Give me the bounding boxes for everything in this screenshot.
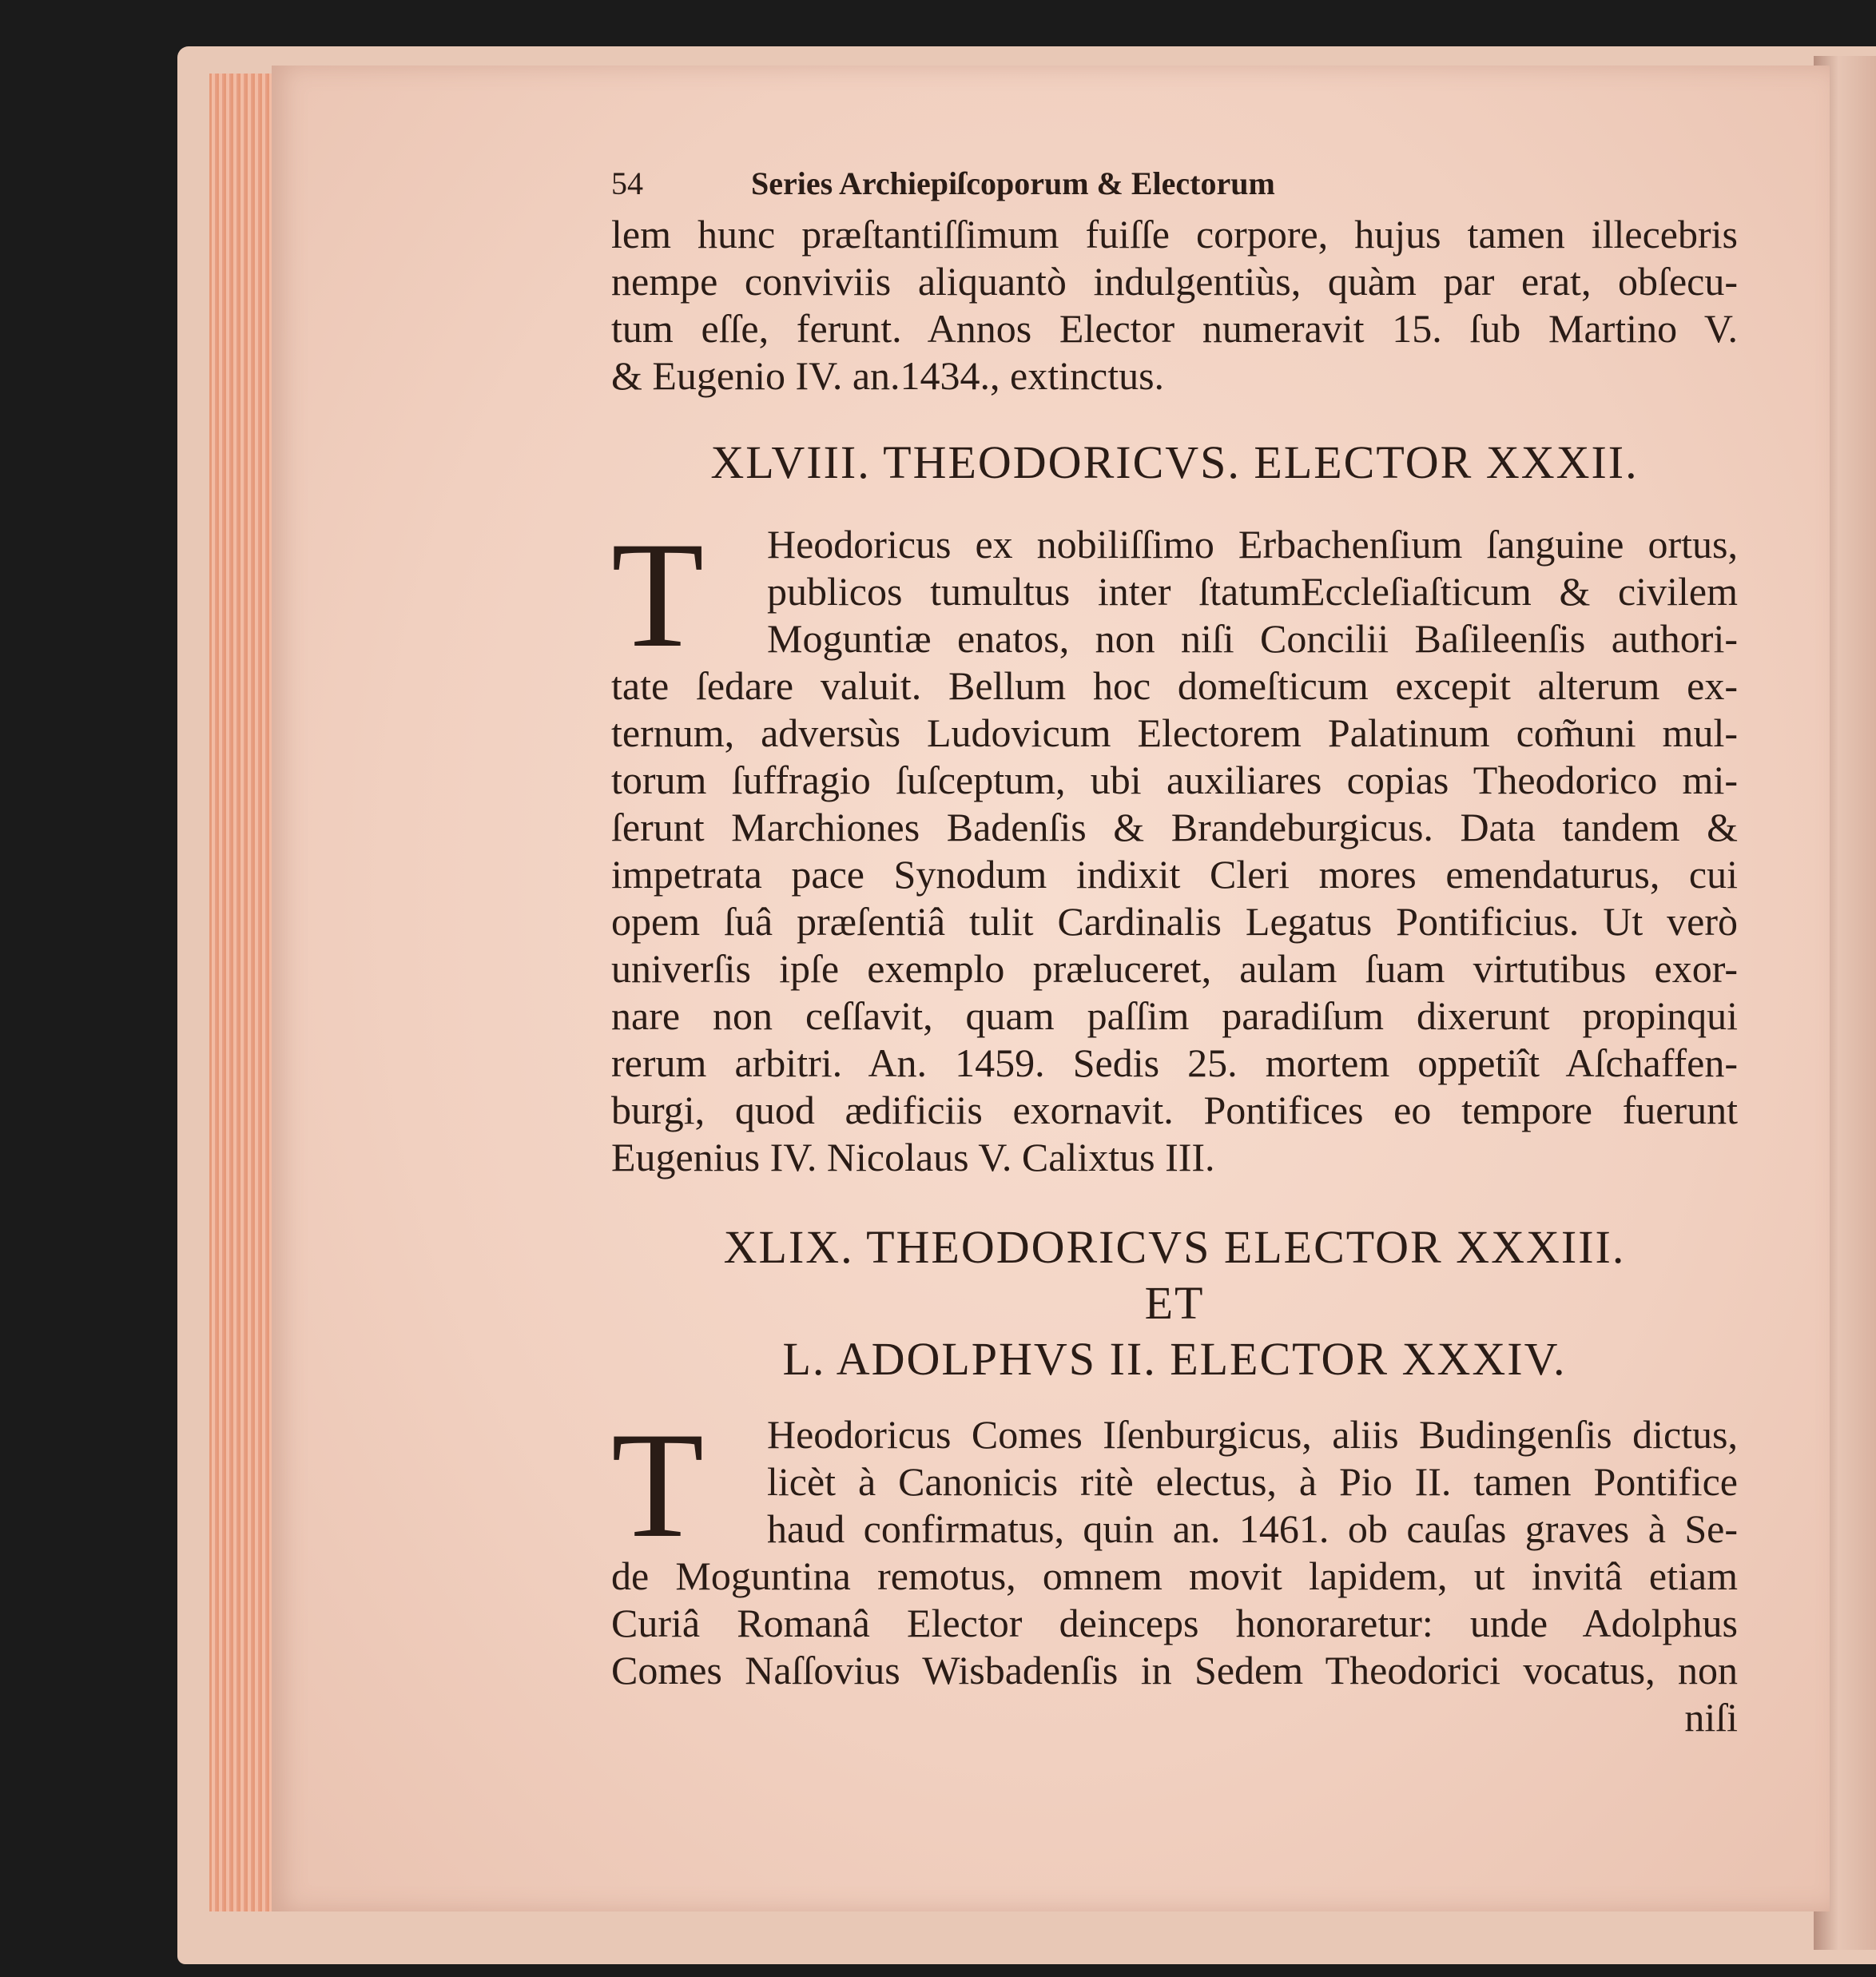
text-line: nempe conviviis aliquantò indulgentiùs, quàm par erat, obſecu- <box>611 259 1738 304</box>
text-line: haud confirmatus, quin an. 1461. ob cauſas graves à Se- <box>767 1506 1738 1551</box>
text-line: univerſis ipſe exemplo præluceret, aulam ſuam virtutibus exor- <box>611 946 1738 991</box>
section-heading: L. ADOLPHVS II. ELECTOR XXXIV. <box>782 1333 1567 1385</box>
section-heading: XLIX. THEODORICVS ELECTOR XXXIII. <box>723 1221 1626 1273</box>
text-line: Comes Naſſovius Wisbadenſis in Sedem Theodorici vocatus, non <box>611 1648 1738 1693</box>
section-heading: XLVIII. THEODORICVS. ELECTOR XXXII. <box>710 436 1639 488</box>
text-line: opem ſuâ præſentiâ tulit Cardinalis Legatus Pontificius. Ut verò <box>611 899 1738 944</box>
text-line: tate ſedare valuit. Bellum hoc domeſticum excepit alterum ex- <box>611 663 1738 708</box>
running-head-title: Series Archiepiſcoporum & Electorum <box>751 165 1275 201</box>
text-line: lem hunc præſtantiſſimum fuiſſe corpore, hujus tamen illecebris <box>611 212 1738 257</box>
text-line: ſerunt Marchiones Badenſis & Brandeburgicus. Data tandem & <box>611 805 1738 849</box>
text-line: & Eugenio IV. an.1434., extinctus. <box>611 353 1165 398</box>
drop-cap: T <box>611 511 705 679</box>
text-line: tum eſſe, ferunt. Annos Elector numeravit 15. ſub Martino V. <box>611 306 1738 351</box>
running-head <box>611 160 1738 211</box>
section-heading-conjunction: ET <box>1144 1277 1205 1329</box>
page-edges <box>209 74 281 1911</box>
catchword: niſi <box>1684 1695 1738 1740</box>
text-line: rerum arbitri. An. 1459. Sedis 25. mortem oppetiît Aſchaffen- <box>611 1040 1738 1085</box>
section2-heading-block <box>611 1219 1738 1387</box>
drop-cap: T <box>611 1402 705 1569</box>
text-line: Curiâ Romanâ Elector deinceps honoraretur: unde Adolphus <box>611 1601 1738 1645</box>
text-line: ternum, adversùs Ludovicum Electorem Palatinum com̃uni mul- <box>611 710 1738 755</box>
text-line: Eugenius IV. Nicolaus V. Calixtus III. <box>611 1135 1215 1179</box>
text-line: de Moguntina remotus, omnem movit lapidem, ut invitâ etiam <box>611 1553 1738 1598</box>
page-number: 54 <box>611 165 643 201</box>
section1-paragraph <box>611 511 1738 1181</box>
text-line: Heodoricus ex nobiliſſimo Erbachenſium ſanguine ortus, <box>767 522 1738 567</box>
text-line: Heodoricus Comes Iſenburgicus, aliis Budingenſis dictus, <box>767 1412 1738 1457</box>
text-line: licèt à Canonicis ritè electus, à Pio II. tamen Pontifice <box>767 1459 1738 1504</box>
page-text-block <box>611 160 1738 1741</box>
text-line: Moguntiæ enatos, non niſi Concilii Baſileenſis authori- <box>767 616 1738 661</box>
text-line: publicos tumultus inter ſtatumEccleſiaſticum & civilem <box>767 569 1738 614</box>
text-line: burgi, quod ædificiis exornavit. Pontifices eo tempore fuerunt <box>611 1088 1738 1132</box>
section2-paragraph <box>611 1402 1738 1694</box>
text-line: impetrata pace Synodum indixit Cleri mores emendaturus, cui <box>611 852 1738 897</box>
text-line: torum ſuffragio ſuſceptum, ubi auxiliares copias Theodorico mi- <box>611 758 1738 802</box>
intro-paragraph <box>611 211 1738 400</box>
text-line: nare non ceſſavit, quam paſſim paradiſum dixerunt propinqui <box>611 993 1738 1038</box>
